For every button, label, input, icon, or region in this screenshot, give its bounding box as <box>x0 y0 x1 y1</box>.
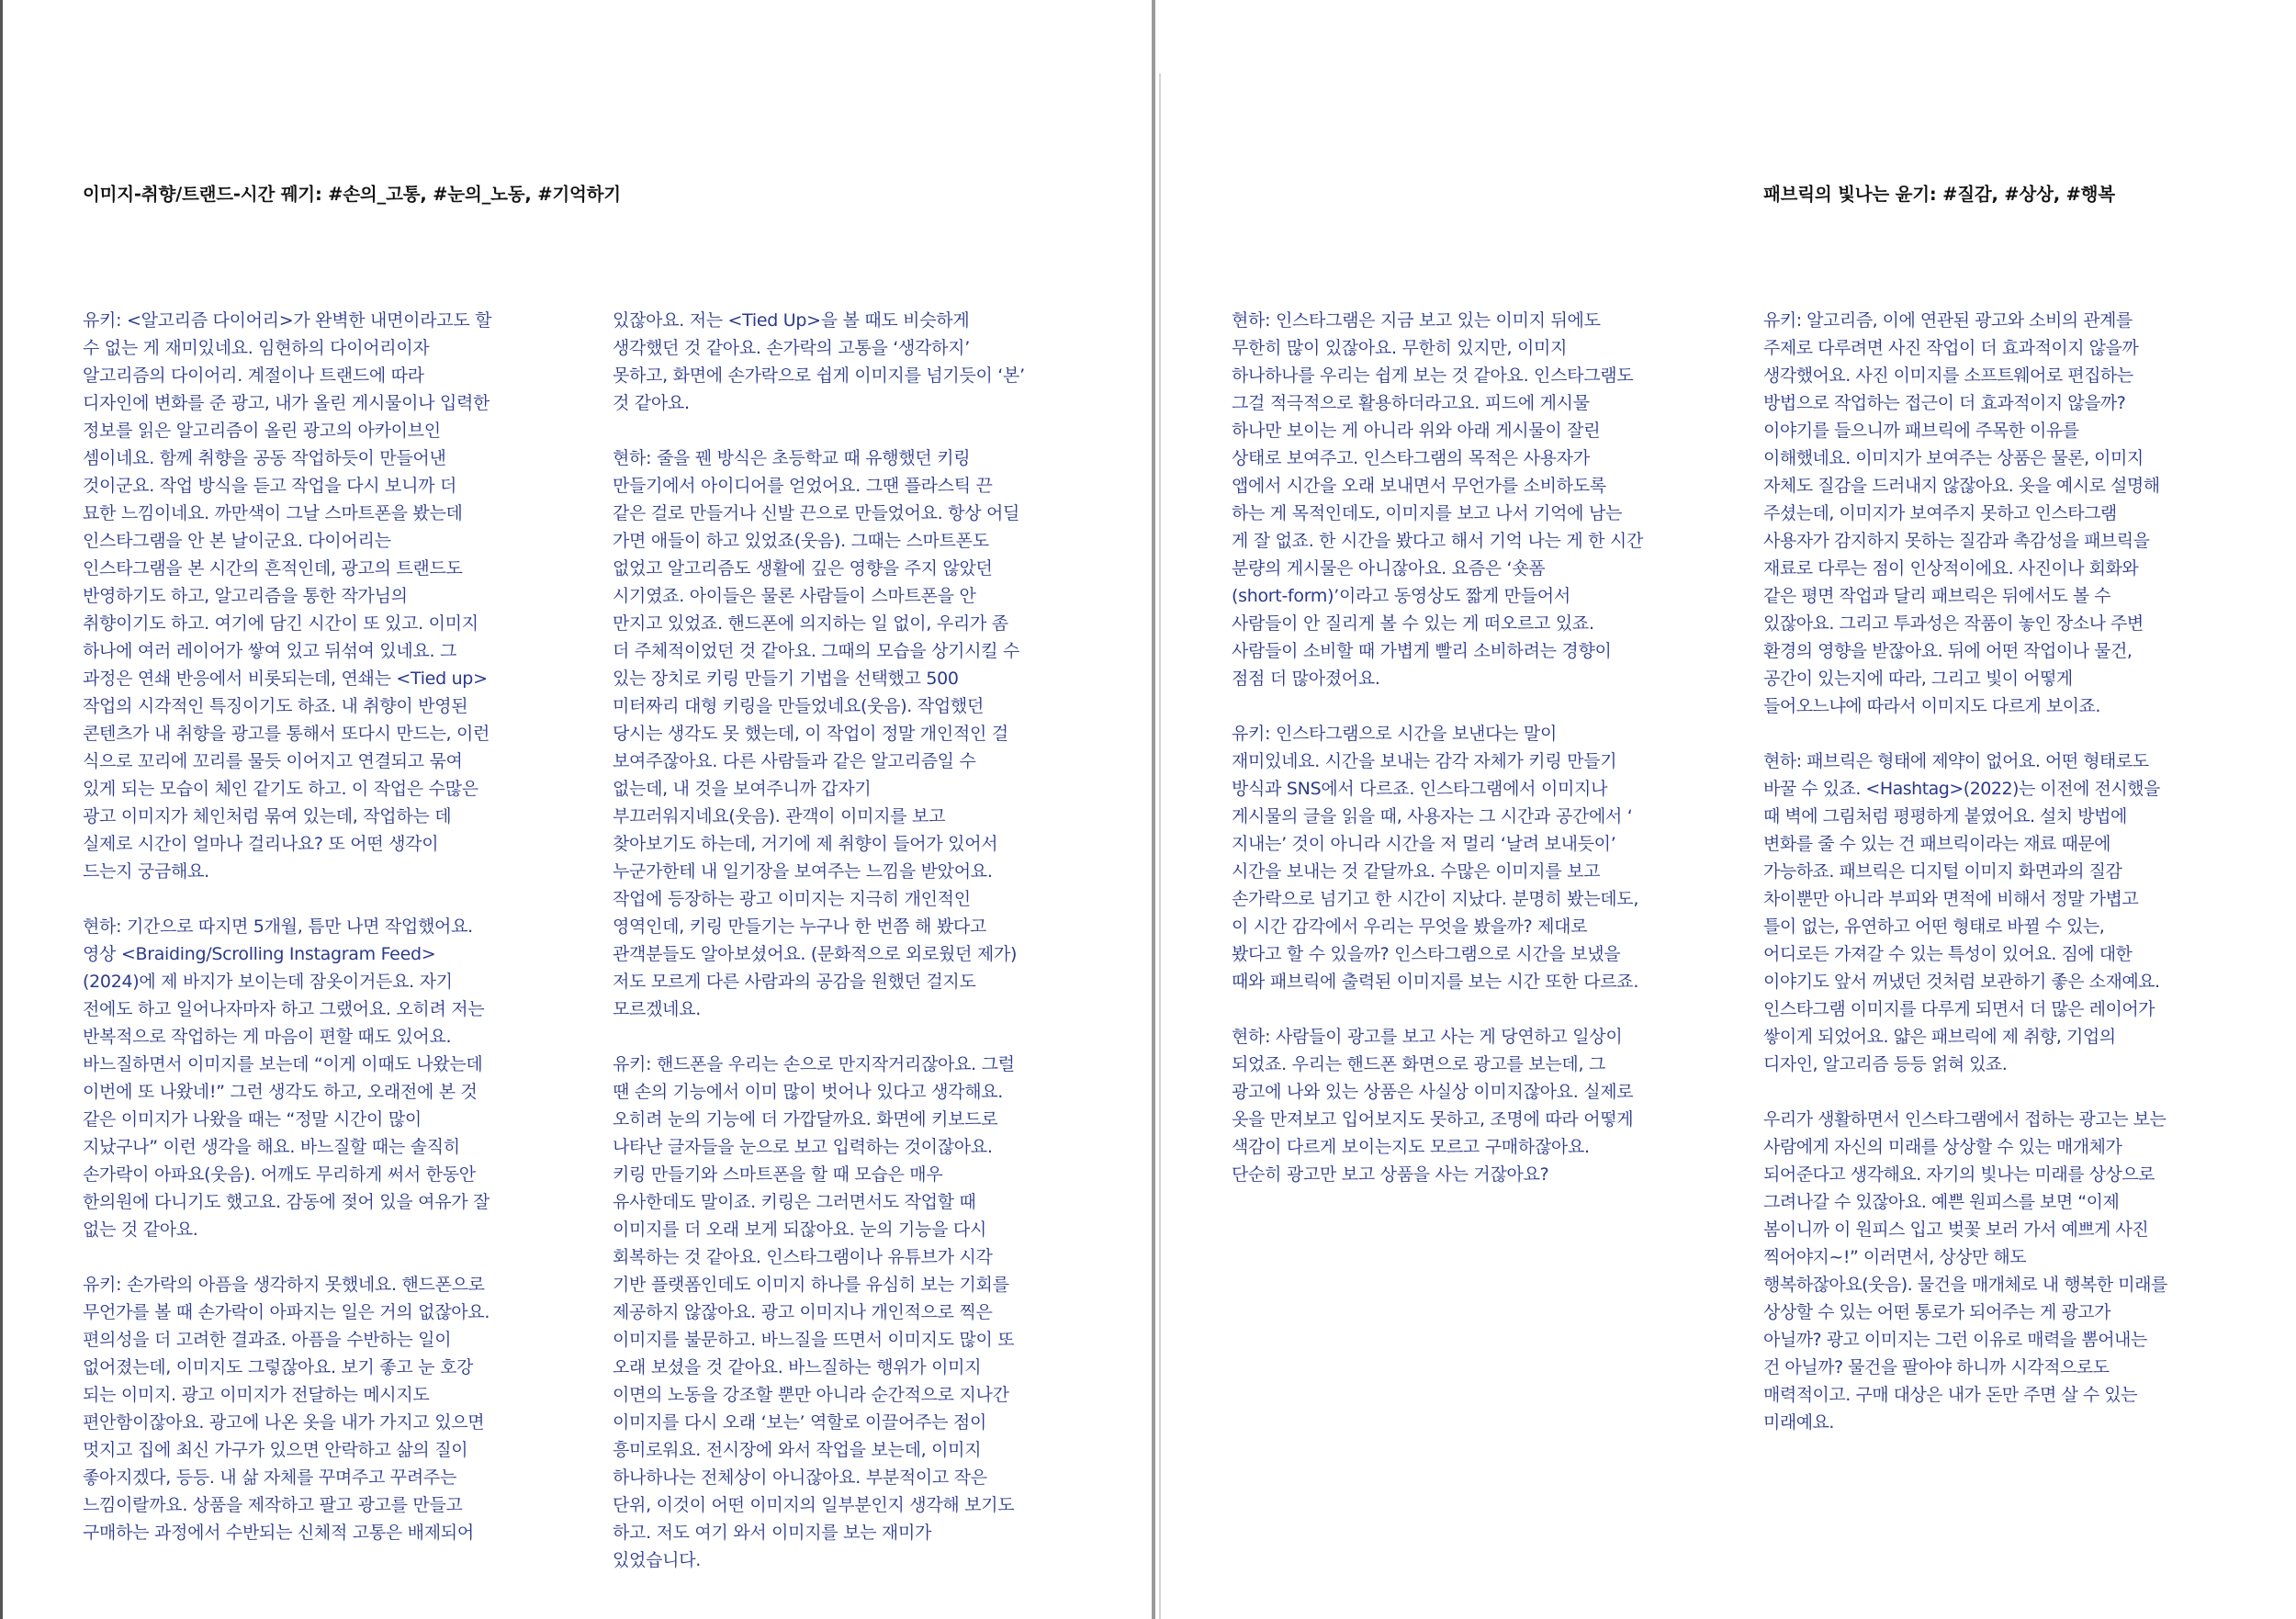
book-spine <box>1152 0 1155 1619</box>
text-line: 주셨는데, 이미지가 보여주지 못하고 인스타그램 <box>1763 503 2117 523</box>
text-line: 무언가를 볼 때 손가락이 아파지는 일은 거의 없잖아요. <box>83 1302 490 1322</box>
text-line: 사용자가 감지하지 못하는 질감과 촉감성을 패브릭을 <box>1763 531 2150 551</box>
text-line: 있게 되는 모습이 체인 같기도 하고. 이 작업은 수많은 <box>83 779 478 799</box>
paragraph <box>613 444 1025 1023</box>
text-line: 못하고, 화면에 손가락으로 쉽게 이미지를 넘기듯이 ‘본’ <box>613 365 1025 386</box>
text-line: 이해했네요. 이미지가 보여주는 상품은 물론, 이미지 <box>1763 448 2144 468</box>
text-line: 광고 이미지가 체인처럼 묶여 있는데, 작업하는 데 <box>83 806 452 826</box>
text-line: 것이군요. 작업 방식을 듣고 작업을 다시 보니까 더 <box>83 476 456 496</box>
text-line: 차이뿐만 아니라 부피와 면적에 비해서 정말 가볍고 <box>1763 889 2139 909</box>
text-line: 이번에 또 나왔네!” 그런 생각도 하고, 오래전에 본 것 <box>83 1082 478 1102</box>
text-line: 현하: 패브릭은 형태에 제약이 없어요. 어떤 형태로도 <box>1763 751 2149 771</box>
text-line: 유키: <알고리즘 다이어리>가 완벽한 내면이라고도 할 <box>83 310 492 331</box>
text-line: 방법으로 작업하는 접근이 더 효과적이지 않을까? <box>1763 393 2126 413</box>
text-line: 없었고 알고리즘도 생활에 깊은 영향을 주지 않았던 <box>613 558 993 579</box>
text-line: 유키: 알고리즘, 이에 연관된 광고와 소비의 관계를 <box>1763 310 2133 331</box>
text-line: 같은 걸로 만들거나 신발 끈으로 만들었어요. 항상 어딜 <box>613 503 1020 523</box>
text-line: 한의원에 다니기도 했고요. 감동에 젖어 있을 여유가 잘 <box>83 1192 490 1212</box>
text-line: 유키: 손가락의 아픔을 생각하지 못했네요. 핸드폰으로 <box>83 1275 485 1295</box>
text-line: 광고에 나와 있는 상품은 사실상 이미지잖아요. 실제로 <box>1232 1082 1634 1102</box>
text-line: 편안함이잖아요. 광고에 나온 옷을 내가 가지고 있으면 <box>83 1412 485 1433</box>
text-line: 찾아보기도 하는데, 거기에 제 취향이 들어가 있어서 <box>613 834 998 854</box>
text-line: 수 없는 게 재미있네요. 임현하의 다이어리이자 <box>83 338 430 358</box>
text-line: 환경의 영향을 받잖아요. 뒤에 어떤 작업이나 물건, <box>1763 641 2133 661</box>
text-line: 키링 만들기와 스마트폰을 할 때 모습은 매우 <box>613 1164 943 1185</box>
text-line: 콘텐츠가 내 취향을 광고를 통해서 또다시 만드는, 이런 <box>83 724 490 744</box>
text-line: 셈이네요. 함께 취향을 공동 작업하듯이 만들어낸 <box>83 448 446 468</box>
text-line: 자체도 질감을 드러내지 않잖아요. 옷을 예시로 설명해 <box>1763 476 2160 496</box>
paragraph <box>83 307 491 885</box>
text-line: 전에도 하고 일어나자마자 하고 그랬어요. 오히려 저는 <box>83 999 485 1019</box>
text-line: 어디로든 가져갈 수 있는 특성이 있어요. 짐에 대한 <box>1763 944 2133 964</box>
paragraph <box>613 1051 1025 1574</box>
text-line: 것 같아요. <box>613 393 690 413</box>
text-line: 점점 더 많아졌어요. <box>1232 669 1380 689</box>
text-line: 영상 <Braiding/Scrolling Instagram Feed> <box>83 944 436 964</box>
paragraph <box>83 913 491 1243</box>
text-line: 인스타그램 이미지를 다루게 되면서 더 많은 레이어가 <box>1763 999 2155 1019</box>
text-line: 영역인데, 키링 만들기는 누구나 한 번쯤 해 봤다고 <box>613 916 986 937</box>
text-line: 정보를 읽은 알고리즘이 올린 광고의 아카이브인 <box>83 421 441 441</box>
text-line: (short-form)’이라고 동영상도 짧게 만들어서 <box>1232 586 1570 606</box>
text-line: 찍어야지~!” 이러면서, 상상만 해도 <box>1763 1247 2027 1267</box>
paragraph <box>1232 307 1643 692</box>
text-line: 생각했어요. 사진 이미지를 소프트웨어로 편집하는 <box>1763 365 2133 386</box>
text-line: 틀이 없는, 유연하고 어떤 형태로 바뀔 수 있는, <box>1763 916 2105 937</box>
text-line: 현하: 사람들이 광고를 보고 사는 게 당연하고 일상이 <box>1232 1027 1623 1047</box>
text-line: 이 시간 감각에서 우리는 무엇을 봤을까? 제대로 <box>1232 916 1588 937</box>
text-line: 무한히 많이 있잖아요. 무한히 있지만, 이미지 <box>1232 338 1568 358</box>
text-line: 디자인에 변화를 준 광고, 내가 올린 게시물이나 입력한 <box>83 393 490 413</box>
text-line: 하고. 저도 여기 와서 이미지를 보는 재미가 <box>613 1523 932 1543</box>
text-line: 유키: 인스타그램으로 시간을 보낸다는 말이 <box>1232 724 1558 744</box>
text-line: 제공하지 않잖아요. 광고 이미지나 개인적으로 찍은 <box>613 1302 993 1322</box>
text-line: 이미지를 불문하고. 바느질을 뜨면서 이미지도 많이 또 <box>613 1330 1015 1350</box>
text-line: 반영하기도 하고, 알고리즘을 통한 작가님의 <box>83 586 408 606</box>
text-line: 현하: 줄을 꿴 방식은 초등학교 때 유행했던 키링 <box>613 448 971 468</box>
text-line: 방식과 SNS에서 다르죠. 인스타그램에서 이미지나 <box>1232 779 1608 799</box>
text-line: 유사한데도 말이죠. 키링은 그러면서도 작업할 때 <box>613 1192 976 1212</box>
text-line: 있잖아요. 그리고 투과성은 작품이 놓인 장소나 주변 <box>1763 613 2144 634</box>
text-line: 손가락으로 넘기고 한 시간이 지났다. 분명히 봤는데도, <box>1232 889 1639 909</box>
text-line: 없어졌는데, 이미지도 그렇잖아요. 보기 좋고 눈 호강 <box>83 1357 474 1377</box>
text-line: 변화를 줄 수 있는 건 패브릭이라는 재료 때문에 <box>1763 834 2111 854</box>
text-line: 없는데, 내 것을 보여주니까 갑자기 <box>613 779 872 799</box>
book-spine-shadow <box>1159 73 1161 1619</box>
text-line: 더 주체적이었던 것 같아요. 그때의 모습을 상기시킬 수 <box>613 641 1020 661</box>
text-line: 시기였죠. 아이들은 물론 사람들이 스마트폰을 안 <box>613 586 976 606</box>
text-line: 하나하나는 전체상이 아니잖아요. 부분적이고 작은 <box>613 1467 987 1488</box>
text-line: 인스타그램을 안 본 날이군요. 다이어리는 <box>83 531 391 551</box>
text-line: 반복적으로 작업하는 게 마음이 편할 때도 있어요. <box>83 1027 452 1047</box>
text-line: 인스타그램을 본 시간의 흔적인데, 광고의 트랜드도 <box>83 558 463 579</box>
text-line: 느낌이랄까요. 상품을 제작하고 팔고 광고를 만들고 <box>83 1495 463 1515</box>
text-line: 부끄러워지네요(웃음). 관객이 이미지를 보고 <box>613 806 946 826</box>
text-line: 작업에 등장하는 광고 이미지는 지극히 개인적인 <box>613 889 971 909</box>
text-line: 기반 플랫폼인데도 이미지 하나를 유심히 보는 기회를 <box>613 1275 1009 1295</box>
text-line: 식으로 꼬리에 꼬리를 물듯 이어지고 연결되고 묶여 <box>83 751 463 771</box>
text-line: 가능하죠. 패브릭은 디지털 이미지 화면과의 질감 <box>1763 861 2122 882</box>
text-line: 사람에게 자신의 미래를 상상할 수 있는 매개체가 <box>1763 1137 2122 1157</box>
text-line: 되어준다고 생각해요. 자기의 빛나는 미래를 상상으로 <box>1763 1164 2155 1185</box>
text-line: 되었죠. 우리는 핸드폰 화면으로 광고를 보는데, 그 <box>1232 1054 1605 1074</box>
text-line: 나타난 글자들을 눈으로 보고 입력하는 것이잖아요. <box>613 1137 993 1157</box>
text-line: 오히려 눈의 기능에 더 가깝달까요. 화면에 키보드로 <box>613 1109 998 1130</box>
text-line: 땐 손의 기능에서 이미 많이 벗어나 있다고 생각해요. <box>613 1082 1004 1102</box>
paragraph <box>613 307 1025 417</box>
text-line: 앱에서 시간을 오래 보내면서 무언가를 소비하도록 <box>1232 476 1606 496</box>
text-line: (2024)에 제 바지가 보이는데 잠옷이거든요. 자기 <box>83 972 453 992</box>
text-line: 이미지를 더 오래 보게 되잖아요. 눈의 기능을 다시 <box>613 1220 986 1240</box>
text-line: 이야기도 앞서 꺼냈던 것처럼 보관하기 좋은 소재예요. <box>1763 972 2160 992</box>
text-line: 디자인, 알고리즘 등등 얽혀 있죠. <box>1763 1054 2008 1074</box>
paragraph <box>1763 1106 2167 1436</box>
text-line: 지났구나” 이런 생각을 해요. 바느질할 때는 솔직히 <box>83 1137 460 1157</box>
text-line: 게시물의 글을 읽을 때, 사용자는 그 시간과 공간에서 ‘ <box>1232 806 1633 826</box>
text-line: 흥미로워요. 전시장에 와서 작업을 보는데, 이미지 <box>613 1440 982 1460</box>
text-line: 멋지고 집에 최신 가구가 있으면 안락하고 삶의 질이 <box>83 1440 468 1460</box>
text-line: 그걸 적극적으로 활용하더라고요. 피드에 게시물 <box>1232 393 1590 413</box>
paragraph <box>1763 307 2167 720</box>
text-line: 알고리즘의 다이어리. 계절이나 트랜드에 따라 <box>83 365 424 386</box>
text-line: 당시는 생각도 못 했는데, 이 작업이 정말 개인적인 걸 <box>613 724 1008 744</box>
text-line: 분량의 게시물은 아니잖아요. 요즘은 ‘숏폼 <box>1232 558 1546 579</box>
text-line: 봄이니까 이 원피스 입고 벚꽃 보러 가서 예쁘게 사진 <box>1763 1220 2149 1240</box>
page-edge <box>0 0 3 1619</box>
text-line: 이미지를 다시 오래 ‘보는’ 역할로 이끌어주는 점이 <box>613 1412 986 1433</box>
text-column <box>613 307 1025 1602</box>
text-line: 때와 패브릭에 출력된 이미지를 보는 시간 또한 다르죠. <box>1232 972 1639 992</box>
text-line: 봤다고 할 수 있을까? 인스타그램으로 시간을 보냈을 <box>1232 944 1621 964</box>
text-line: 지내는’ 것이 아니라 시간을 저 멀리 ‘날려 보내듯이’ <box>1232 834 1616 854</box>
text-line: 손가락이 아파요(웃음). 어깨도 무리하게 써서 한동안 <box>83 1164 476 1185</box>
text-line: 사람들이 안 질리게 볼 수 있는 게 떠오르고 있죠. <box>1232 613 1594 634</box>
text-line: 보여주잖아요. 다른 사람들과 같은 알고리즘일 수 <box>613 751 976 771</box>
text-line: 미터짜리 대형 키링을 만들었네요(웃음). 작업했던 <box>613 696 985 716</box>
text-line: 이야기를 들으니까 패브릭에 주목한 이유를 <box>1763 421 2079 441</box>
text-line: 같은 평면 작업과 달리 패브릭은 뒤에서도 볼 수 <box>1763 586 2111 606</box>
text-line: 만들기에서 아이디어를 얻었어요. 그땐 플라스틱 끈 <box>613 476 993 496</box>
text-line: 쌓이게 되었어요. 얇은 패브릭에 제 취향, 기업의 <box>1763 1027 2116 1047</box>
left-page-heading: 이미지-취향/트랜드-시간 꿰기: #손의_고통, #눈의_노동, #기억하기 <box>83 184 621 205</box>
text-line: 현하: 인스타그램은 지금 보고 있는 이미지 뒤에도 <box>1232 310 1601 331</box>
text-line: 재미있네요. 시간을 보내는 감각 자체가 키링 만들기 <box>1232 751 1617 771</box>
text-line: 취향이기도 하고. 여기에 담긴 시간이 또 있고. 이미지 <box>83 613 478 634</box>
text-line: 바꿀 수 있죠. <Hashtag>(2022)는 이전에 전시했을 <box>1763 779 2160 799</box>
text-line: 색감이 다르게 보이는지도 모르고 구매하잖아요. <box>1232 1137 1590 1157</box>
text-line: 단위, 이것이 어떤 이미지의 일부분인지 생각해 보기도 <box>613 1495 1015 1515</box>
text-line: 누군가한테 내 일기장을 보여주는 느낌을 받았어요. <box>613 861 993 882</box>
text-line: 가면 애들이 하고 있었죠(웃음). 그때는 스마트폰도 <box>613 531 989 551</box>
paragraph <box>1763 748 2167 1078</box>
text-line: 생각했던 것 같아요. 손가락의 고통을 ‘생각하지’ <box>613 338 970 358</box>
text-column <box>1232 307 1643 1216</box>
text-line: 들어오느냐에 따라서 이미지도 다르게 보이죠. <box>1763 696 2100 716</box>
paragraph <box>83 1271 491 1546</box>
text-line: 하나하나를 우리는 쉽게 보는 것 같아요. 인스타그램도 <box>1232 365 1634 386</box>
text-line: 옷을 만져보고 입어보지도 못하고, 조명에 따라 어떻게 <box>1232 1109 1634 1130</box>
text-line: 하나만 보이는 게 아니라 위와 아래 게시물이 잘린 <box>1232 421 1601 441</box>
text-line: 게 잘 없죠. 한 시간을 봤다고 해서 기억 나는 게 한 시간 <box>1232 531 1644 551</box>
text-line: 저도 모르게 다른 사람과의 공감을 원했던 걸지도 <box>613 972 976 992</box>
text-line: 아닐까? 광고 이미지는 그런 이유로 매력을 뽐어내는 <box>1763 1330 2147 1350</box>
text-column <box>83 307 491 1574</box>
text-line: 있었습니다. <box>613 1550 702 1570</box>
text-line: 유키: 핸드폰을 우리는 손으로 만지작거리잖아요. 그럴 <box>613 1054 1015 1074</box>
right-page-heading: 패브릭의 빛나는 윤기: #질감, #상상, #행복 <box>1763 184 2115 205</box>
text-line: 현하: 기간으로 따지면 5개월, 틈만 나면 작업했어요. <box>83 916 473 937</box>
text-line: 있잖아요. 저는 <Tied Up>을 볼 때도 비슷하게 <box>613 310 970 331</box>
text-line: 때 벽에 그림처럼 평평하게 붙였어요. 설치 방법에 <box>1763 806 2127 826</box>
text-line: 편의성을 더 고려한 결과죠. 아픔을 수반하는 일이 <box>83 1330 452 1350</box>
text-line: 상상할 수 있는 어떤 통로가 되어주는 게 광고가 <box>1763 1302 2111 1322</box>
paragraph <box>1232 720 1643 995</box>
text-line: 오래 보셨을 것 같아요. 바느질하는 행위가 이미지 <box>613 1357 982 1377</box>
text-line: 회복하는 것 같아요. 인스타그램이나 유튜브가 시각 <box>613 1247 993 1267</box>
text-line: 드는지 궁금해요. <box>83 861 209 882</box>
text-line: 이면의 노동을 강조할 뿐만 아니라 순간적으로 지나간 <box>613 1385 1009 1405</box>
paragraph <box>1232 1023 1643 1188</box>
text-line: 주제로 다루려면 사진 작업이 더 효과적이지 않을까 <box>1763 338 2139 358</box>
text-line: 매력적이고. 구매 대상은 내가 돈만 주면 살 수 있는 <box>1763 1385 2137 1405</box>
text-line: 바느질하면서 이미지를 보는데 “이게 이때도 나왔는데 <box>83 1054 483 1074</box>
text-column <box>1763 307 2167 1464</box>
text-line: 재료로 다루는 점이 인상적이에요. 사진이나 회화와 <box>1763 558 2139 579</box>
text-line: 미래예요. <box>1763 1412 1834 1433</box>
text-line: 없는 것 같아요. <box>83 1220 198 1240</box>
text-line: 만지고 있었죠. 핸드폰에 의지하는 일 없이, 우리가 좀 <box>613 613 1008 634</box>
text-line: 같은 이미지가 나왔을 때는 “정말 시간이 많이 <box>83 1109 422 1130</box>
text-line: 그려나갈 수 있잖아요. 예쁜 원피스를 보면 “이제 <box>1763 1192 2120 1212</box>
text-line: 관객분들도 알아보셨어요. (문화적으로 외로웠던 제가) <box>613 944 1018 964</box>
text-line: 구매하는 과정에서 수반되는 신체적 고통은 배제되어 <box>83 1523 474 1543</box>
text-line: 좋아지겠다, 등등. 내 삶 자체를 꾸며주고 꾸려주는 <box>83 1467 456 1488</box>
text-line: 모르겠네요. <box>613 999 702 1019</box>
text-line: 공간이 있는지에 따라, 그리고 빛이 어떻게 <box>1763 669 2073 689</box>
text-line: 실제로 시간이 얼마나 걸리나요? 또 어떤 생각이 <box>83 834 439 854</box>
text-line: 하는 게 목적인데도, 이미지를 보고 나서 기억에 남는 <box>1232 503 1623 523</box>
text-line: 행복하잖아요(웃음). 물건을 매개체로 내 행복한 미래를 <box>1763 1275 2167 1295</box>
text-line: 되는 이미지. 광고 이미지가 전달하는 메시지도 <box>83 1385 430 1405</box>
text-line: 있는 장치로 키링 만들기 기법을 선택했고 500 <box>613 669 959 689</box>
text-line: 상태로 보여주고. 인스타그램의 목적은 사용자가 <box>1232 448 1590 468</box>
text-line: 시간을 보내는 것 같달까요. 수많은 이미지를 보고 <box>1232 861 1601 882</box>
text-line: 과정은 연쇄 반응에서 비롯되는데, 연쇄는 <Tied up> <box>83 669 488 689</box>
text-line: 작업의 시각적인 특징이기도 하죠. 내 취향이 반영된 <box>83 696 468 716</box>
text-line: 우리가 생활하면서 인스타그램에서 접하는 광고는 보는 <box>1763 1109 2167 1130</box>
text-line: 단순히 광고만 보고 상품을 사는 거잖아요? <box>1232 1164 1549 1185</box>
text-line: 하나에 여러 레이어가 쌓여 있고 뒤섞여 있네요. 그 <box>83 641 456 661</box>
text-line: 건 아닐까? 물건을 팔아야 하니까 시각적으로도 <box>1763 1357 2110 1377</box>
text-line: 사람들이 소비할 때 가볍게 빨리 소비하려는 경향이 <box>1232 641 1612 661</box>
text-line: 묘한 느낌이네요. 까만색이 그날 스마트폰을 봤는데 <box>83 503 463 523</box>
